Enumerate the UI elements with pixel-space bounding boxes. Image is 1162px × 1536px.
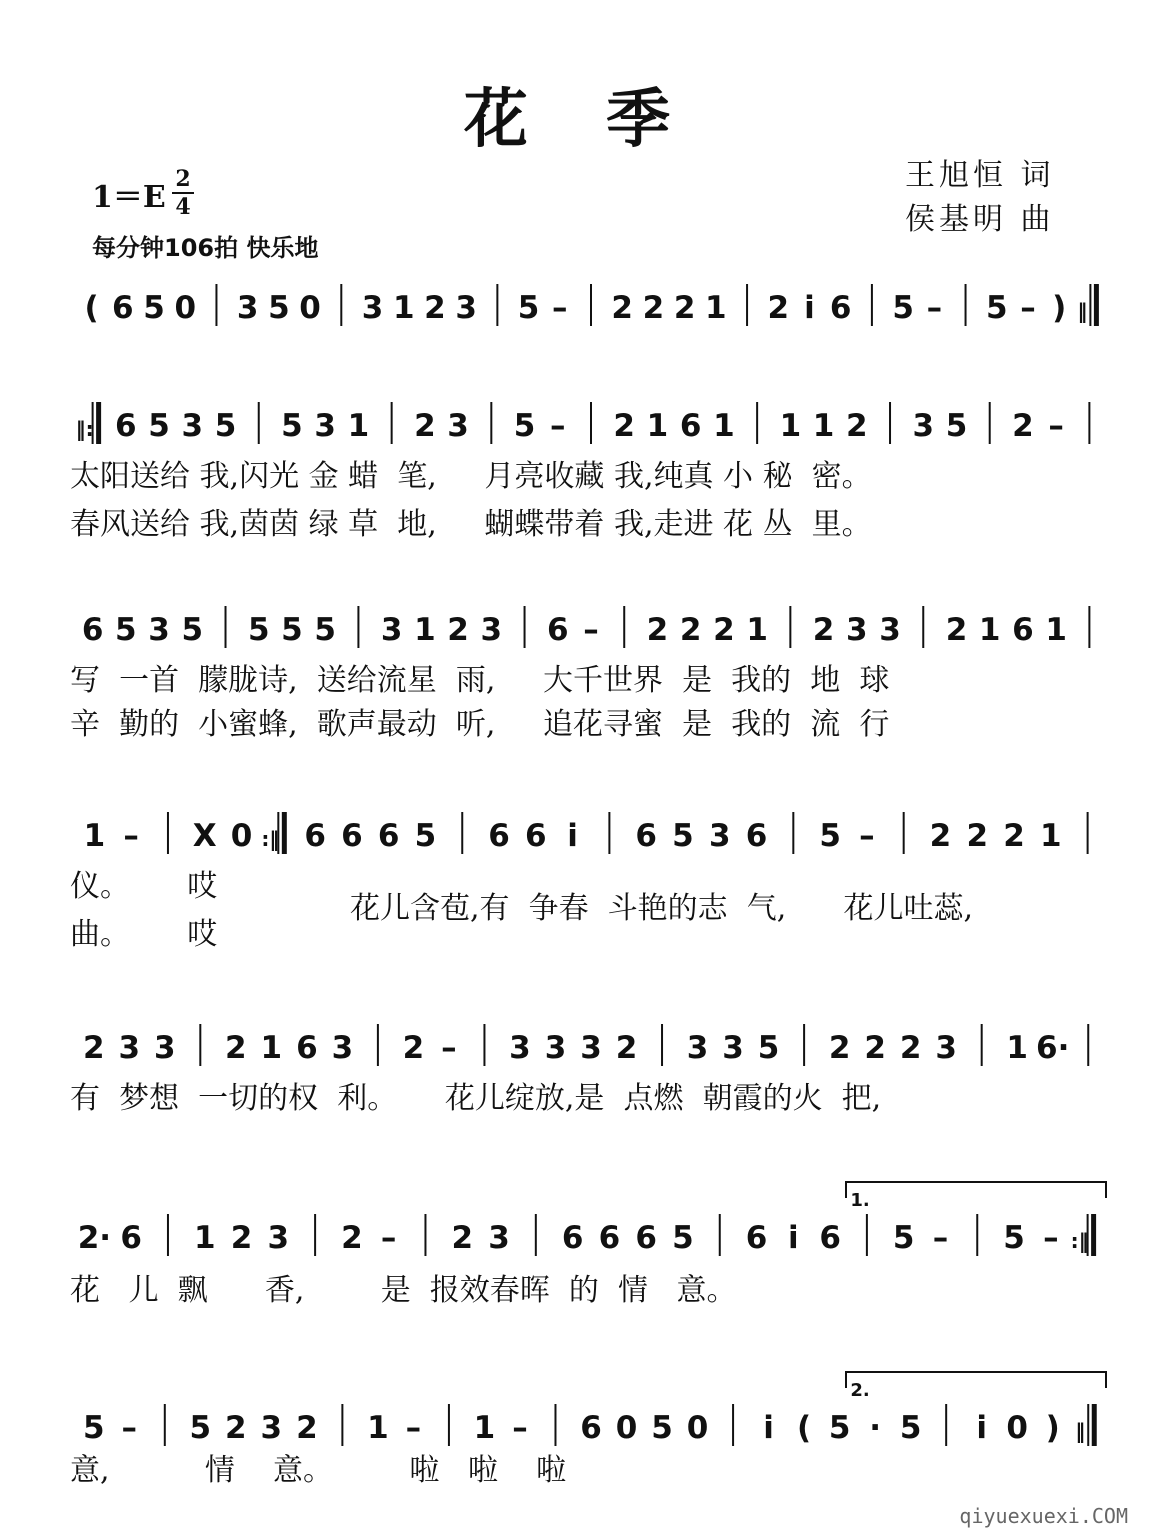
jianpu-note: 0 [174,290,197,326]
jianpu-note: 0 [686,1410,709,1446]
jianpu-note: 2 [82,1030,105,1066]
jianpu-note: 1 [260,1030,283,1066]
jianpu-note: 1 [1045,612,1067,648]
jianpu-note: – [380,1220,397,1256]
jianpu-note: 5 [892,1220,915,1256]
jianpu-note: 3 [314,408,336,444]
jianpu-note: 0 [1006,1410,1028,1446]
jianpu-note: 2 [945,612,968,648]
lyric-line: 写 一首 朦胧诗, 送给流星 雨, 大千世界 是 我的 地 球 [70,663,890,698]
jianpu-note: 1 [193,1220,216,1256]
jianpu-note: 6 [829,290,852,326]
lyric-line: 曲。 哎 [70,917,218,952]
jianpu-note: 6 [112,290,134,326]
jianpu-note: 2 [899,1030,922,1066]
jianpu-note: 2 [611,290,634,326]
jianpu-note: 1 [746,612,768,648]
jianpu-note: 5 [892,290,914,326]
jianpu-note: 5 [181,612,204,648]
jianpu-note: 3 [331,1030,354,1066]
jianpu-note: 2 [966,818,989,854]
jianpu-note: – [123,818,139,854]
jianpu-note: 2 [225,1410,247,1446]
jianpu-note: 6 [525,818,547,854]
jianpu-note: 1 [83,818,106,854]
repeat-mark: :‖ [261,827,280,851]
source-watermark: qiyuexuexi.COM [959,1504,1128,1528]
repeat-mark: ‖: [75,417,94,441]
jianpu-note: 5 [414,818,437,854]
lyric-line: 花 儿 飘 香, 是 报效春晖 的 情 意。 [70,1273,737,1308]
lyricist-credit: 王旭恒 词 [905,158,1055,193]
jianpu-note: 5 [945,408,968,444]
jianpu-note: – [441,1030,457,1066]
jianpu-note: – [1020,290,1036,326]
jianpu-note: 3 [260,1410,283,1446]
jianpu-note: 3 [455,290,477,326]
jianpu-note: ) [1045,1410,1060,1446]
jianpu-note: 3 [488,1220,510,1256]
lyric-line: 仪。 哎 [70,869,218,904]
jianpu-note: 3 [236,290,259,326]
jianpu-note: 3 [686,1030,709,1066]
jianpu-note: 5 [828,1410,851,1446]
jianpu-note: 6 [81,612,104,648]
time-signature-bottom: 4 [175,194,191,220]
jianpu-note: 2· [77,1220,112,1256]
jianpu-note: 2 [230,1220,253,1256]
jianpu-note: 2 [414,408,436,444]
jianpu-note: 6 [377,818,400,854]
jianpu-note: 5 [517,290,540,326]
jianpu-note: 3 [118,1030,141,1066]
jianpu-note: 5 [189,1410,212,1446]
jianpu-note: 2 [613,408,636,444]
jianpu-note: i [804,290,815,326]
jianpu-note: 2 [679,612,702,648]
jianpu-note: 2 [673,290,696,326]
jianpu-note: ( [84,290,99,326]
jianpu-note: X [192,818,217,854]
jianpu-note: 1 [1006,1030,1028,1066]
jianpu-note: – [932,1220,949,1256]
jianpu-note: 2 [1003,818,1025,854]
jianpu-note: 5 [148,408,170,444]
jianpu-note: 2 [341,1220,363,1256]
volta-bracket [846,1182,1106,1198]
jianpu-note: – [121,1410,138,1446]
jianpu-note: i [976,1410,988,1446]
jianpu-note: 6 [679,408,702,444]
jianpu-note: ( [797,1410,812,1446]
jianpu-note: 2 [424,290,446,326]
jianpu-note: 5 [247,612,270,648]
jianpu-note: · [869,1410,882,1446]
time-signature-top: 2 [175,166,191,192]
jianpu-note: 6 [120,1220,142,1256]
jianpu-note: 1 [473,1410,496,1446]
jianpu-note: 3 [708,818,731,854]
jianpu-note: 1 [713,408,735,444]
jianpu-note: – [583,612,599,648]
jianpu-note: 2 [225,1030,247,1066]
jianpu-note: 6 [304,818,326,854]
jianpu-note: 1 [779,408,802,444]
jianpu-note: 6 [341,818,363,854]
jianpu-note: 5 [672,1220,694,1256]
jianpu-note: 0 [299,290,321,326]
jianpu-note: 2 [767,290,790,326]
jianpu-note: 3 [722,1030,744,1066]
jianpu-note: – [550,408,566,444]
jianpu-note: – [859,818,875,854]
jianpu-note: 2 [646,612,669,648]
jianpu-note: – [552,290,568,326]
jianpu-note: 2 [846,408,868,444]
jianpu-note: 6 [580,1410,602,1446]
jianpu-note: i [788,1220,799,1256]
lyric-line: 太阳送给 我,闪光 金 蜡 笔, 月亮收藏 我,纯真 小 秘 密。 [70,459,872,494]
jianpu-note: 1 [646,408,669,444]
jianpu-note: 2 [642,290,665,326]
lyric-line-chorus: 花儿含苞,有 争春 斗艳的志 气, 花儿吐蕊, [350,891,974,926]
jianpu-note: 6 [1012,612,1034,648]
jianpu-note: 2 [296,1410,318,1446]
jianpu-note: 5 [985,290,1008,326]
jianpu-note: 1 [392,290,415,326]
jianpu-note: 6 [819,1220,841,1256]
jianpu-note: 3 [267,1220,290,1256]
jianpu-note: 2 [929,818,952,854]
jianpu-note: 6 [115,408,137,444]
jianpu-note: – [512,1410,528,1446]
repeat-mark: ‖ [1077,299,1088,323]
jianpu-note: 1 [414,612,436,648]
jianpu-note: 3 [447,408,469,444]
jianpu-note: 5 [268,290,290,326]
jianpu-note: 2 [1012,408,1034,444]
jianpu-note: 5 [115,612,137,648]
jianpu-note: 0 [615,1410,638,1446]
jianpu-note: 2 [828,1030,851,1066]
volta-bracket [846,1372,1106,1388]
jianpu-note: 3 [879,612,901,648]
composer-credit: 侯基明 曲 [905,202,1055,237]
jianpu-note: i [763,1410,774,1446]
lyric-line: 有 梦想 一切的权 利。 花儿绽放,是 点燃 朝霞的火 把, [70,1081,882,1116]
jianpu-note: 5 [1003,1220,1025,1256]
jianpu-note: 6 [488,818,510,854]
jianpu-note: 5 [281,408,303,444]
jianpu-note: 2 [812,612,835,648]
jianpu-note: 5 [757,1030,780,1066]
jianpu-note: – [926,290,943,326]
jianpu-note: 1 [347,408,370,444]
jianpu-note: 5 [651,1410,673,1446]
jianpu-note: 2 [402,1030,425,1066]
jianpu-note: 5 [82,1410,105,1446]
jianpu-note: 1 [705,290,727,326]
jianpu-note: 5 [281,612,303,648]
jianpu-note: 5 [819,818,841,854]
jianpu-note: 0 [230,818,253,854]
lyric-line: 春风送给 我,茵茵 绿 草 地, 蝴蝶带着 我,走进 花 丛 里。 [70,507,872,542]
jianpu-note: ) [1052,290,1067,326]
jianpu-note: 2 [864,1030,886,1066]
volta-number: 2. [850,1380,870,1401]
jianpu-note: 3 [509,1030,531,1066]
jianpu-note: 3 [935,1030,957,1066]
song-title: 花 季 [463,82,699,157]
jianpu-note: 1 [367,1410,389,1446]
key-signature: 1＝E [92,180,166,215]
tempo-marking: 每分钟106拍 快乐地 [92,234,319,262]
jianpu-note: 3 [580,1030,602,1066]
jianpu-note: 3 [361,290,384,326]
jianpu-note: 2 [451,1220,474,1256]
jianpu-note: – [405,1410,422,1446]
jianpu-note: 6 [745,818,768,854]
lyric-line: 辛 勤的 小蜜蜂, 歌声最动 听, 追花寻蜜 是 我的 流 行 [70,707,890,742]
jianpu-note: 6 [546,612,569,648]
jianpu-note: 5 [214,408,237,444]
jianpu-note: 1 [1040,818,1062,854]
jianpu-note: 6 [598,1220,621,1256]
volta-number: 1. [850,1190,870,1211]
jianpu-note: 3 [380,612,403,648]
jianpu-note: 1 [812,408,835,444]
jianpu-note: 3 [846,612,868,648]
jianpu-note: 3 [148,612,170,648]
lyric-line: 意, 情 意。 啦 啦 啦 [70,1453,567,1488]
jianpu-note: – [1043,1220,1059,1256]
jianpu-note: 2 [713,612,735,648]
jianpu-note: 5 [899,1410,922,1446]
jianpu-note: 1 [978,612,1001,648]
jianpu-note: 3 [544,1030,567,1066]
jianpu-note: 3 [154,1030,176,1066]
repeat-mark: ‖ [1075,1419,1086,1443]
jianpu-note: 5 [314,612,336,648]
jianpu-note: 6 [296,1030,318,1066]
jianpu-note: 3 [480,612,503,648]
jianpu-note: 2 [447,612,469,648]
jianpu-note: 6 [561,1220,584,1256]
jianpu-note: 6· [1036,1030,1070,1066]
jianpu-note: 5 [672,818,694,854]
jianpu-note: 6 [745,1220,768,1256]
jianpu-note: 6 [635,1220,657,1256]
jianpu-note: – [1048,408,1064,444]
jianpu-note: 5 [143,290,165,326]
jianpu-note: 3 [181,408,204,444]
jianpu-note: 5 [513,408,536,444]
repeat-mark: :‖ [1070,1229,1089,1253]
jianpu-note: i [567,818,578,854]
jianpu-note: 3 [912,408,935,444]
jianpu-note: 6 [635,818,657,854]
jianpu-note: 2 [615,1030,638,1066]
